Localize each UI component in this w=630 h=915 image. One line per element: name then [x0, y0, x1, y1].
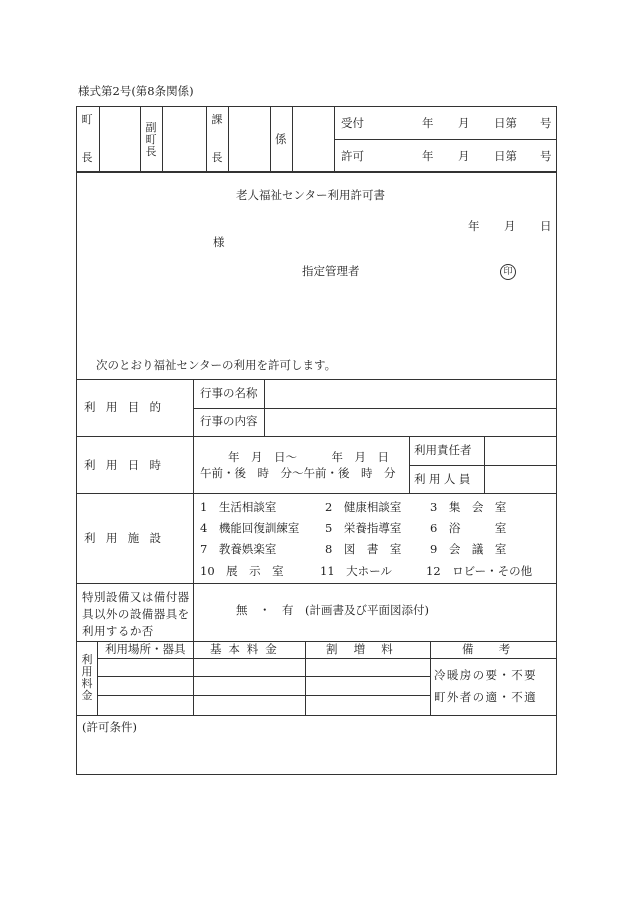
fees-remark-outsider: 町外者の適・不適: [434, 690, 538, 704]
datetime-date-range: 年 月 日〜 年 月 日: [228, 450, 389, 464]
facility-item: 12 ロビー・その他: [426, 564, 533, 578]
fees-col-base: 基本料金: [210, 642, 284, 656]
permitted-day-no: 日第: [494, 149, 517, 163]
staff-label: 係: [275, 132, 287, 146]
facility-item: 5 栄養指導室: [325, 521, 402, 535]
special-equipment-label: 特別設備又は備付器具以外の設備器具を利用するか否: [82, 590, 190, 638]
datetime-label: 利用日時: [84, 458, 172, 472]
facility-item: 8 図 書 室: [325, 542, 402, 556]
facility-item: 7 教養娯楽室: [200, 542, 277, 556]
deputy-chief-label: 副町長: [145, 121, 157, 158]
received-number: 号: [540, 116, 552, 130]
section-chief-label-1: 課: [211, 113, 223, 126]
facility-item: 2 健康相談室: [325, 500, 402, 514]
section-chief-label-2: 長: [211, 151, 223, 164]
facility-item: 4 機能回復訓練室: [200, 521, 300, 535]
permitted-number: 号: [540, 149, 552, 163]
fees-col-place: 利用場所・器具: [105, 642, 186, 656]
event-content-label: 行事の内容: [200, 414, 258, 428]
fees-col-remarks: 備考: [462, 642, 536, 656]
facilities-label: 利用施設: [84, 531, 172, 545]
addressee-suffix: 様: [213, 235, 225, 249]
datetime-time-range: 午前・後 時 分〜午前・後 時 分: [200, 466, 396, 480]
facility-item: 9 会 議 室: [430, 542, 507, 556]
document-title: 老人福祉センター利用許可書: [236, 188, 386, 202]
town-chief-label-1: 町: [81, 113, 93, 126]
received-month: 月: [458, 116, 470, 130]
issuer-label: 指定管理者: [302, 264, 360, 278]
form-number-label: 様式第2号(第8条関係): [78, 84, 194, 98]
fees-label: 利用料金: [81, 653, 93, 702]
facility-item: 10 展 示 室: [200, 564, 284, 578]
received-day-no: 日第: [494, 116, 517, 130]
fees-col-surcharge: 割増料: [326, 642, 409, 656]
seal-mark: 印: [500, 264, 516, 280]
fees-remark-aircon: 冷暖房の要・不要: [434, 668, 538, 682]
doc-date-year: 年: [468, 219, 480, 233]
event-name-label: 行事の名称: [200, 386, 258, 400]
facility-item: 11 大ホール: [320, 564, 392, 578]
purpose-label: 利用目的: [84, 400, 172, 414]
doc-date-day: 日: [540, 219, 552, 233]
facility-item: 1 生活相談室: [200, 500, 277, 514]
permitted-month: 月: [458, 149, 470, 163]
permitted-label: 許可: [341, 149, 364, 163]
received-year: 年: [422, 116, 434, 130]
permit-conditions-label: (許可条件): [82, 720, 137, 734]
responsible-person-label: 利用責任者: [414, 443, 472, 457]
doc-date-month: 月: [504, 219, 516, 233]
facility-item: 3 集 会 室: [430, 500, 507, 514]
permitted-year: 年: [422, 149, 434, 163]
received-label: 受付: [341, 116, 364, 130]
persons-count-label: 利用人員: [414, 472, 474, 486]
special-equipment-options: 無 ・ 有 (計画書及び平面図添付): [236, 603, 429, 617]
permit-statement: 次のとおり福祉センターの利用を許可します。: [96, 358, 337, 372]
facility-item: 6 浴 室: [430, 521, 507, 535]
town-chief-label-2: 長: [81, 151, 93, 164]
